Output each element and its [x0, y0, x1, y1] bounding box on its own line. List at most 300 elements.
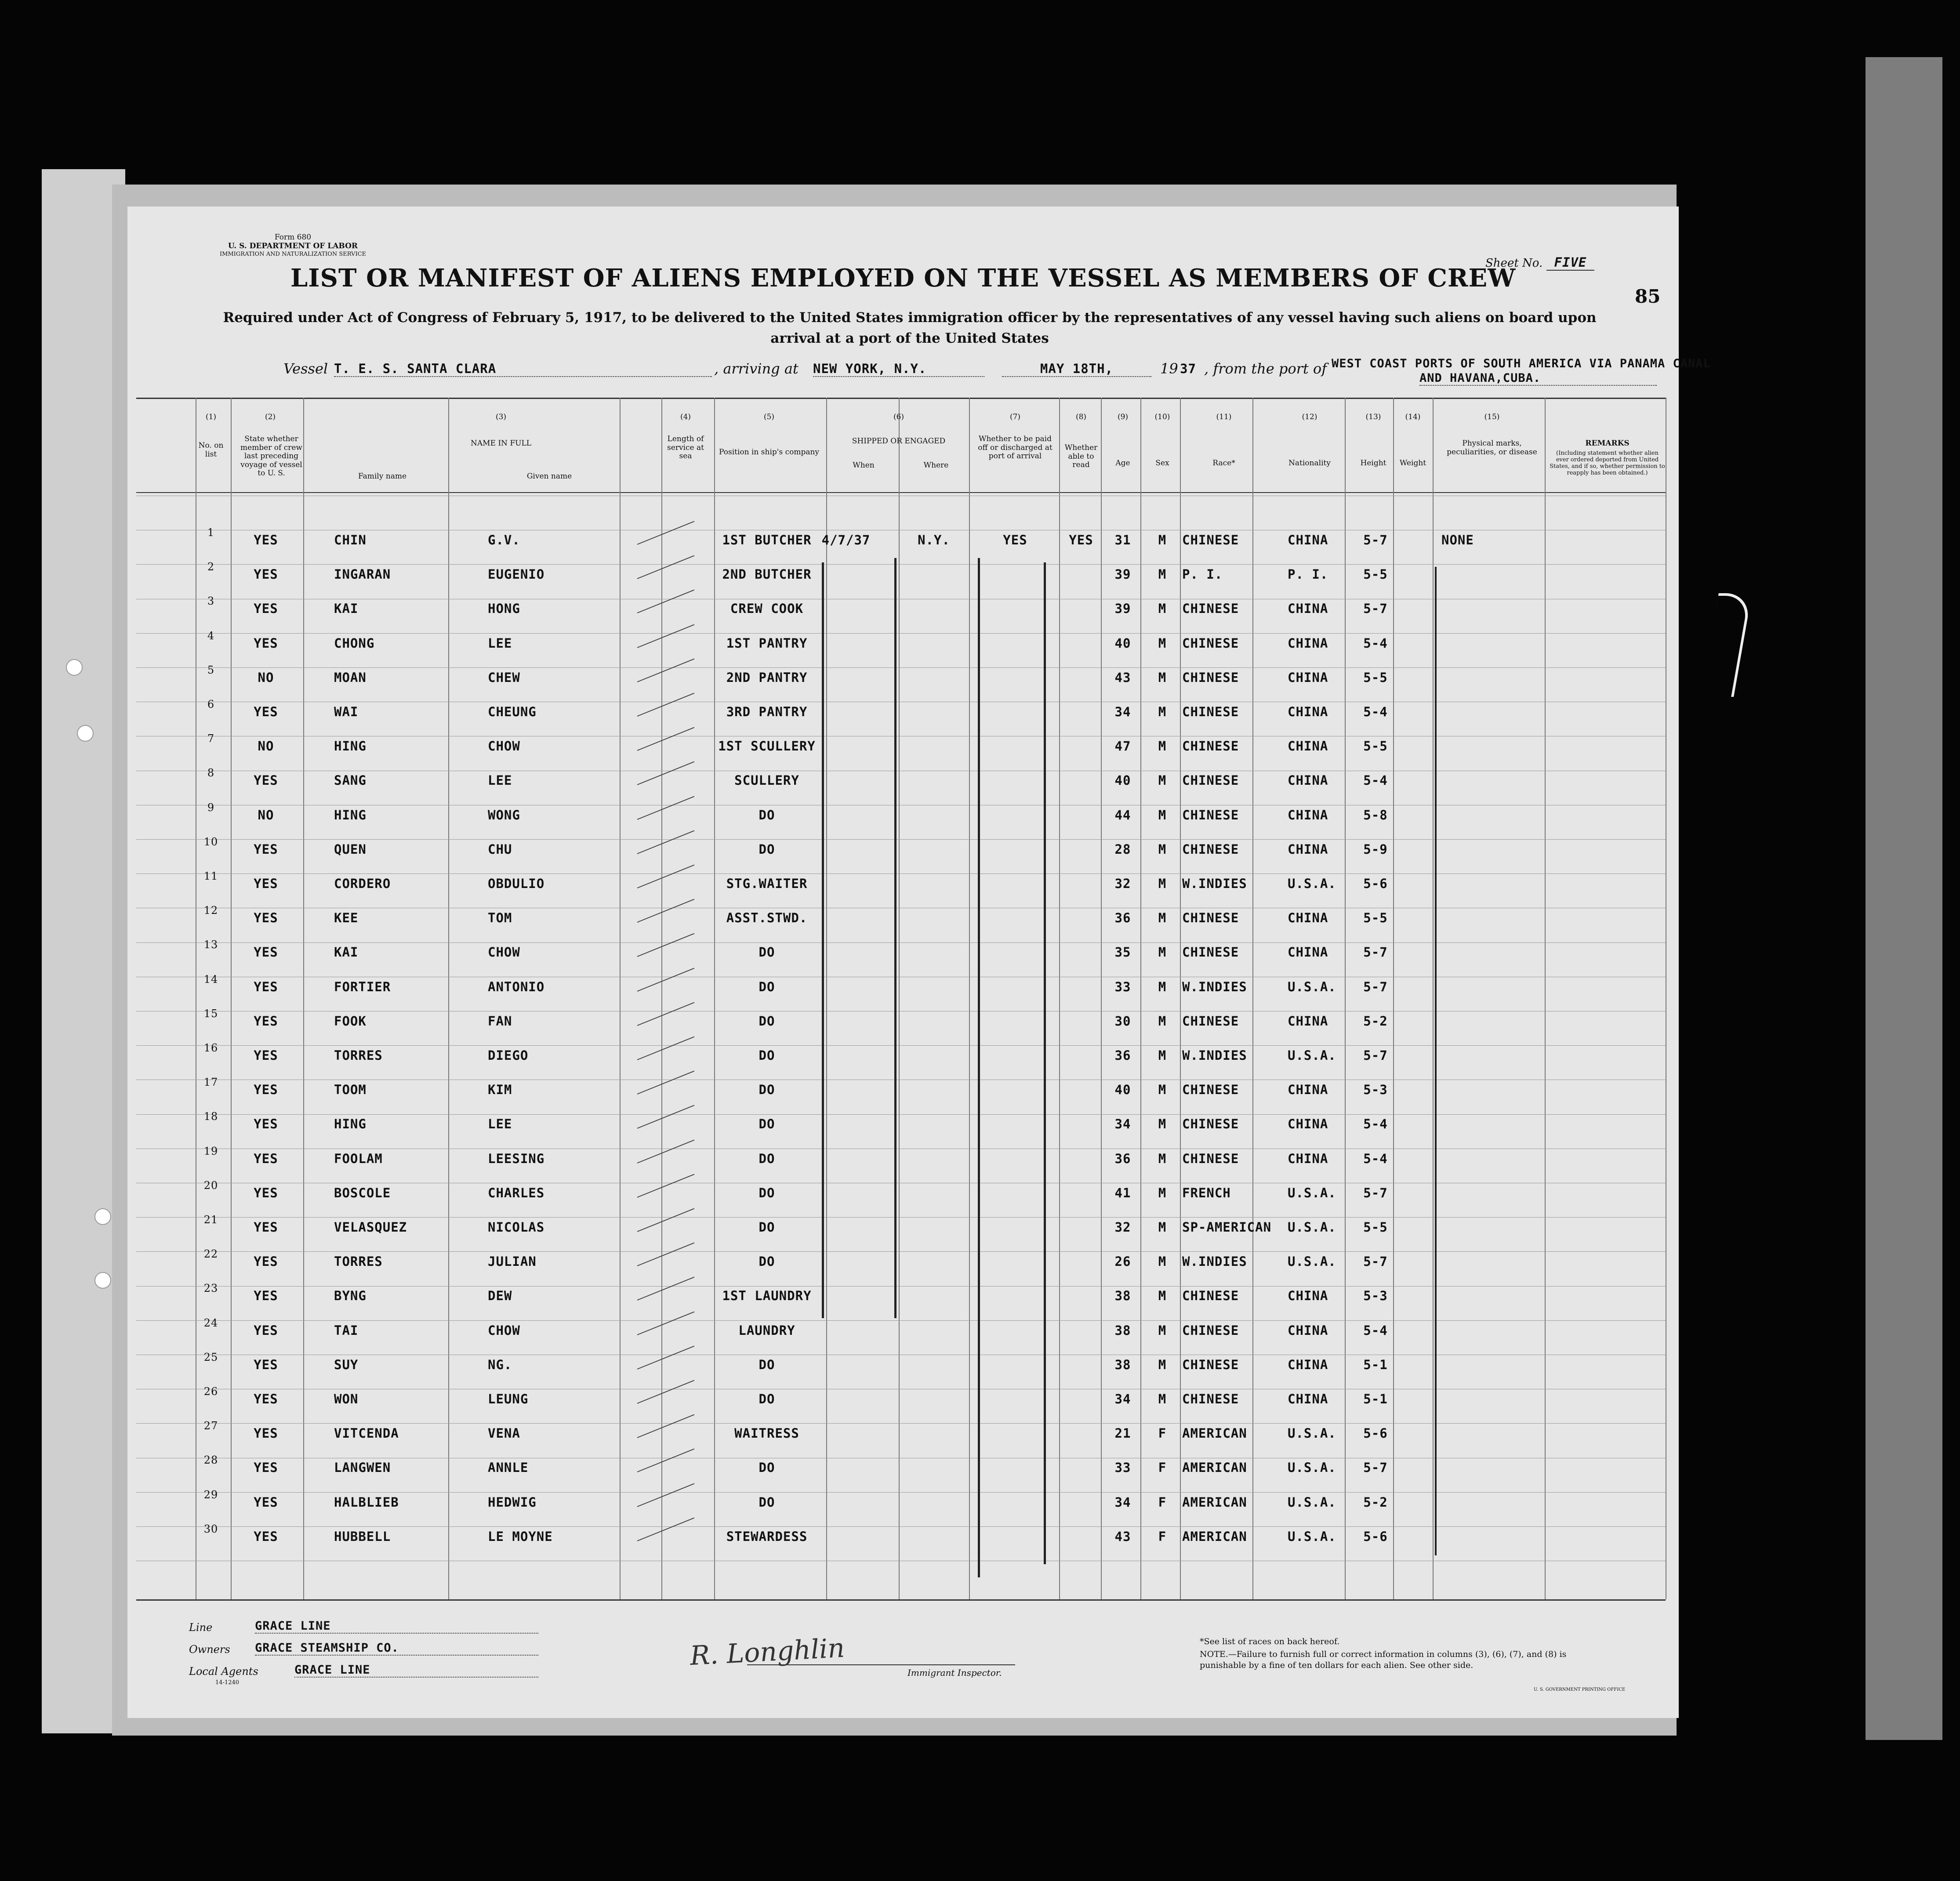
- height: 5-4: [1363, 704, 1388, 719]
- table-row: [127, 970, 1679, 1004]
- height: 5-7: [1363, 601, 1388, 616]
- col-header-no-on-list: No. on list: [198, 441, 224, 459]
- given-name: CHEW: [488, 670, 520, 685]
- age: 34: [1114, 1392, 1131, 1406]
- from-label: , from the port of: [1204, 360, 1327, 377]
- table-row: [127, 1210, 1679, 1244]
- given-name: CHEUNG: [488, 704, 537, 719]
- table-row: [127, 523, 1679, 557]
- col-header-paid-off: Whether to be paid off or discharged at port of arrival: [978, 435, 1053, 461]
- line-value: GRACE LINE: [255, 1619, 538, 1634]
- age: 30: [1114, 1013, 1131, 1029]
- height: 5-4: [1363, 1323, 1388, 1338]
- nationality: U.S.A.: [1288, 1529, 1336, 1544]
- given-name: LEE: [488, 1116, 512, 1132]
- row-number: 14: [203, 973, 218, 986]
- family-name: BYNG: [334, 1288, 367, 1304]
- service-tick-mark: [637, 1449, 695, 1472]
- given-name: LEUNG: [488, 1392, 529, 1406]
- nationality: CHINA: [1288, 739, 1328, 754]
- height: 5-4: [1363, 1116, 1388, 1132]
- table-row: [127, 832, 1679, 866]
- binder-hole: [94, 1272, 111, 1289]
- age: 43: [1114, 670, 1131, 685]
- height: 5-7: [1363, 1254, 1388, 1269]
- nationality: U.S.A.: [1288, 1185, 1336, 1200]
- table-row: [127, 935, 1679, 969]
- sex: M: [1158, 945, 1167, 960]
- height: 5-2: [1363, 1494, 1388, 1510]
- nationality: CHINA: [1288, 1013, 1328, 1029]
- position: DO: [759, 979, 775, 994]
- service-tick-mark: [637, 1517, 695, 1541]
- ditto-line-when: [822, 562, 824, 1318]
- height: 5-7: [1363, 1048, 1388, 1063]
- position: ASST.STWD.: [726, 910, 808, 926]
- given-name: NG.: [488, 1357, 512, 1372]
- col-header-previous-voyage: State whether member of crew last preceding voyage of vessel to U. S.: [240, 435, 302, 478]
- penalty-note: NOTE.—Failure to furnish full or correct information in columns (3), (6), (7), and (8) is punishable by a fine of ten dollars for each alien. See other side.: [1200, 1649, 1567, 1670]
- table-row: [127, 1038, 1679, 1073]
- service-tick-mark: [637, 1139, 695, 1163]
- height: 5-5: [1363, 910, 1388, 926]
- position: LAUNDRY: [738, 1323, 795, 1338]
- sex: M: [1158, 876, 1167, 891]
- age: 39: [1114, 601, 1131, 616]
- height: 5-6: [1363, 1529, 1388, 1544]
- inspector-signature: R. Longhlin: [689, 1632, 846, 1672]
- given-name: CHOW: [488, 1323, 520, 1338]
- previous-voyage: YES: [254, 773, 278, 788]
- nationality: U.S.A.: [1288, 876, 1336, 891]
- sheet-value: FIVE: [1546, 255, 1595, 271]
- service-tick-mark: [637, 1414, 695, 1438]
- shipped-when: 4/7/37: [821, 533, 871, 547]
- position: DO: [759, 1254, 775, 1269]
- position: WAITRESS: [734, 1426, 799, 1441]
- family-name: CHONG: [334, 635, 375, 651]
- sex: M: [1158, 1323, 1167, 1338]
- col-header-length-of-service: Length of service at sea: [667, 435, 704, 461]
- position: DO: [759, 807, 775, 823]
- row-number: 16: [203, 1042, 218, 1054]
- position: DO: [759, 1460, 775, 1475]
- year-suffix: 37: [1180, 361, 1196, 376]
- agents-label: Local Agents: [189, 1665, 258, 1678]
- row-number: 21: [203, 1214, 218, 1226]
- previous-voyage: YES: [254, 1460, 278, 1475]
- service-tick-mark: [637, 624, 695, 648]
- position: DO: [759, 1185, 775, 1200]
- race: W.INDIES: [1182, 1254, 1247, 1269]
- sex: M: [1158, 1185, 1167, 1200]
- race: CHINESE: [1182, 670, 1239, 685]
- previous-voyage: YES: [254, 1357, 278, 1372]
- sex: M: [1158, 704, 1167, 719]
- col-num-5: (5): [763, 413, 775, 421]
- family-name: SUY: [334, 1357, 359, 1372]
- manifest-sheet: [127, 207, 1711, 1718]
- table-row: [127, 1313, 1679, 1348]
- race: W.INDIES: [1182, 1048, 1247, 1063]
- family-name: TORRES: [334, 1254, 383, 1269]
- previous-voyage: YES: [254, 1323, 278, 1338]
- service-tick-mark: [637, 899, 695, 923]
- service-tick-mark: [637, 1071, 695, 1095]
- race: CHINESE: [1182, 1013, 1239, 1029]
- col-num-14: (14): [1405, 413, 1421, 421]
- ditto-line-paid-off: [978, 558, 980, 1577]
- position: 1ST PANTRY: [726, 635, 808, 651]
- table-row: [127, 1142, 1679, 1176]
- table-row: [127, 626, 1679, 660]
- race: CHINESE: [1182, 1116, 1239, 1132]
- table-row: [127, 1073, 1679, 1107]
- row-number: 1: [207, 526, 215, 539]
- row-number: 20: [203, 1179, 218, 1192]
- family-name: QUEN: [334, 841, 367, 857]
- table-row: [127, 729, 1679, 763]
- race: AMERICAN: [1182, 1460, 1247, 1475]
- race: CHINESE: [1182, 945, 1239, 960]
- previous-voyage: NO: [258, 807, 274, 823]
- sex: M: [1158, 910, 1167, 926]
- sex: M: [1158, 567, 1167, 582]
- family-name: INGARAN: [334, 567, 391, 582]
- sex: M: [1158, 841, 1167, 857]
- nationality: CHINA: [1288, 807, 1328, 823]
- previous-voyage: YES: [254, 841, 278, 857]
- age: 38: [1114, 1288, 1131, 1304]
- race: CHINESE: [1182, 910, 1239, 926]
- nationality: CHINA: [1288, 773, 1328, 788]
- sex: M: [1158, 1254, 1167, 1269]
- shipped-where: N.Y.: [918, 533, 950, 547]
- family-name: VITCENDA: [334, 1426, 399, 1441]
- race: W.INDIES: [1182, 979, 1247, 994]
- service-tick-mark: [637, 521, 695, 545]
- family-name: KAI: [334, 945, 359, 960]
- family-name: TAI: [334, 1323, 359, 1338]
- height: 5-1: [1363, 1392, 1388, 1406]
- previous-voyage: YES: [254, 1151, 278, 1166]
- position: DO: [759, 1116, 775, 1132]
- form-header-block: [220, 233, 366, 257]
- age: 39: [1114, 567, 1131, 582]
- position: STEWARDESS: [726, 1529, 808, 1544]
- position: DO: [759, 1220, 775, 1235]
- form-number: Form 680: [274, 233, 312, 242]
- previous-voyage: YES: [254, 1116, 278, 1132]
- department-name: U. S. DEPARTMENT OF LABOR: [228, 242, 358, 251]
- nationality: CHINA: [1288, 635, 1328, 651]
- row-number: 26: [203, 1385, 218, 1398]
- col-header-family-name: Family name: [358, 472, 407, 481]
- races-note: *See list of races on back hereof.: [1200, 1637, 1340, 1646]
- family-name: HUBBELL: [334, 1529, 391, 1544]
- sex: M: [1158, 1116, 1167, 1132]
- col-header-given-name: Given name: [526, 472, 572, 481]
- arrival-port: NEW YORK, N.Y.: [813, 361, 984, 377]
- nationality: CHINA: [1288, 1357, 1328, 1372]
- race: CHINESE: [1182, 807, 1239, 823]
- row-number: 30: [203, 1522, 218, 1535]
- service-tick-mark: [637, 1311, 695, 1335]
- position: 1ST LAUNDRY: [722, 1288, 812, 1304]
- table-row: [127, 1244, 1679, 1279]
- col-header-name-in-full: NAME IN FULL: [470, 439, 532, 448]
- race: SP-AMERICAN: [1182, 1220, 1272, 1235]
- position: DO: [759, 1392, 775, 1406]
- col-header-able-to-read: Whether able to read: [1064, 443, 1098, 470]
- family-name: TOOM: [334, 1082, 367, 1098]
- sex: M: [1158, 979, 1167, 994]
- row-number: 23: [203, 1282, 218, 1295]
- sex: M: [1158, 1013, 1167, 1029]
- nationality: CHINA: [1288, 1288, 1328, 1304]
- nationality: U.S.A.: [1288, 1426, 1336, 1441]
- race: CHINESE: [1182, 601, 1239, 616]
- nationality: U.S.A.: [1288, 1048, 1336, 1063]
- table-row: [127, 1107, 1679, 1141]
- nationality: U.S.A.: [1288, 1494, 1336, 1510]
- height: 5-6: [1363, 876, 1388, 891]
- race: CHINESE: [1182, 841, 1239, 857]
- age: 21: [1114, 1426, 1131, 1441]
- table-row: [127, 557, 1679, 591]
- position: DO: [759, 1494, 775, 1510]
- given-name: CHU: [488, 841, 512, 857]
- age: 40: [1114, 773, 1131, 788]
- previous-voyage: YES: [254, 533, 278, 547]
- height: 5-5: [1363, 670, 1388, 685]
- race: CHINESE: [1182, 1151, 1239, 1166]
- position: 1ST SCULLERY: [718, 739, 816, 754]
- nationality: CHINA: [1288, 841, 1328, 857]
- race: AMERICAN: [1182, 1494, 1247, 1510]
- right-binder-strip: [1866, 57, 1942, 1740]
- family-name: BOSCOLE: [334, 1185, 391, 1200]
- col-num-13: (13): [1365, 413, 1381, 421]
- previous-voyage: YES: [254, 1220, 278, 1235]
- height: 5-8: [1363, 807, 1388, 823]
- row-number: 13: [203, 939, 218, 951]
- row-number: 22: [203, 1248, 218, 1261]
- col-header-physical-marks: Physical marks, peculiarities, or disease: [1447, 439, 1537, 457]
- family-name: SANG: [334, 773, 367, 788]
- given-name: CHOW: [488, 739, 520, 754]
- family-name: FORTIER: [334, 979, 391, 994]
- service-tick-mark: [637, 590, 695, 613]
- family-name: CORDERO: [334, 876, 391, 891]
- previous-voyage: YES: [254, 945, 278, 960]
- table-row: [127, 798, 1679, 832]
- row-number: 11: [203, 870, 218, 882]
- col-header-where: Where: [923, 461, 949, 470]
- age: 33: [1114, 1460, 1131, 1475]
- row-number: 7: [207, 732, 215, 745]
- previous-voyage: NO: [258, 670, 274, 685]
- nationality: U.S.A.: [1288, 1254, 1336, 1269]
- race: AMERICAN: [1182, 1529, 1247, 1544]
- age: 38: [1114, 1357, 1131, 1372]
- family-name: TORRES: [334, 1048, 383, 1063]
- given-name: EUGENIO: [488, 567, 545, 582]
- family-name: KAI: [334, 601, 359, 616]
- race: P. I.: [1182, 567, 1223, 582]
- nationality: CHINA: [1288, 1392, 1328, 1406]
- family-name: WAI: [334, 704, 359, 719]
- given-name: DEW: [488, 1288, 512, 1304]
- table-row: [127, 660, 1679, 695]
- table-row: [127, 901, 1679, 935]
- service-tick-mark: [637, 658, 695, 682]
- nationality: CHINA: [1288, 1323, 1328, 1338]
- table-row: [127, 1176, 1679, 1210]
- sex: M: [1158, 1357, 1167, 1372]
- height: 5-1: [1363, 1357, 1388, 1372]
- service-tick-mark: [637, 1002, 695, 1026]
- col-num-4: (4): [680, 413, 691, 421]
- agents-value: GRACE LINE: [294, 1663, 538, 1678]
- height: 5-2: [1363, 1013, 1388, 1029]
- family-name: MOAN: [334, 670, 367, 685]
- previous-voyage: YES: [254, 601, 278, 616]
- service-tick-mark: [637, 693, 695, 717]
- service-tick-mark: [637, 933, 695, 957]
- line-label: Line: [189, 1621, 213, 1634]
- col-num-2: (2): [265, 413, 276, 421]
- row-number: 3: [207, 595, 215, 608]
- previous-voyage: YES: [254, 1013, 278, 1029]
- sex: M: [1158, 601, 1167, 616]
- nationality: U.S.A.: [1288, 979, 1336, 994]
- service-tick-mark: [637, 761, 695, 785]
- sex: M: [1158, 1082, 1167, 1098]
- ditto-line-where: [894, 558, 897, 1318]
- given-name: NICOLAS: [488, 1220, 545, 1235]
- origin-port-line-1: WEST COAST PORTS OF SOUTH AMERICA VIA PANAMA CANAL: [1332, 357, 1711, 370]
- previous-voyage: NO: [258, 739, 274, 754]
- table-bottom-rule: [136, 1599, 1666, 1601]
- col-num-6: (6): [893, 413, 904, 421]
- service-tick-mark: [637, 1243, 695, 1266]
- position: 1ST BUTCHER: [722, 533, 812, 547]
- row-number: 28: [203, 1454, 218, 1467]
- year-prefix: 19: [1160, 360, 1178, 377]
- sheet-label: Sheet No.: [1485, 257, 1543, 270]
- height: 5-4: [1363, 773, 1388, 788]
- height: 5-4: [1363, 635, 1388, 651]
- col-header-weight: Weight: [1399, 459, 1426, 468]
- given-name: WONG: [488, 807, 520, 823]
- service-tick-mark: [637, 1345, 695, 1369]
- service-tick-mark: [637, 1483, 695, 1507]
- age: 44: [1114, 807, 1131, 823]
- previous-voyage: YES: [254, 1048, 278, 1063]
- height: 5-5: [1363, 567, 1388, 582]
- sex: M: [1158, 1288, 1167, 1304]
- position: DO: [759, 1048, 775, 1063]
- given-name: KIM: [488, 1082, 512, 1098]
- sex: F: [1158, 1494, 1167, 1510]
- race: CHINESE: [1182, 1323, 1239, 1338]
- age: 33: [1114, 979, 1131, 994]
- family-name: VELASQUEZ: [334, 1220, 407, 1235]
- previous-voyage: YES: [254, 1494, 278, 1510]
- nationality: CHINA: [1288, 1151, 1328, 1166]
- age: 41: [1114, 1185, 1131, 1200]
- position: DO: [759, 1151, 775, 1166]
- able-to-read: YES: [1069, 533, 1093, 547]
- given-name: LEESING: [488, 1151, 545, 1166]
- previous-voyage: YES: [254, 1426, 278, 1441]
- position: STG.WAITER: [726, 876, 808, 891]
- service-tick-mark: [637, 796, 695, 819]
- family-name: KEE: [334, 910, 359, 926]
- col-num-9: (9): [1117, 413, 1129, 421]
- race: W.INDIES: [1182, 876, 1247, 891]
- previous-voyage: YES: [254, 1529, 278, 1544]
- position: DO: [759, 1082, 775, 1098]
- inspector-label: Immigrant Inspector.: [907, 1667, 1002, 1678]
- sex: F: [1158, 1529, 1167, 1544]
- given-name: LE MOYNE: [488, 1529, 553, 1544]
- binder-hole: [77, 725, 94, 742]
- nationality: CHINA: [1288, 670, 1328, 685]
- sex: F: [1158, 1426, 1167, 1441]
- table-row: [127, 763, 1679, 797]
- col-num-7: (7): [1009, 413, 1021, 421]
- row-number: 27: [203, 1420, 218, 1432]
- given-name: ANNLE: [488, 1460, 529, 1475]
- col-header-remarks: REMARKS: [1585, 439, 1630, 448]
- service-tick-mark: [637, 1174, 695, 1197]
- height: 5-7: [1363, 945, 1388, 960]
- arriving-label: , arriving at: [714, 360, 799, 377]
- given-name: TOM: [488, 910, 512, 926]
- age: 34: [1114, 1494, 1131, 1510]
- nationality: CHINA: [1288, 601, 1328, 616]
- height: 5-5: [1363, 739, 1388, 754]
- page-title: LIST OR MANIFEST OF ALIENS EMPLOYED ON THE VESSEL AS MEMBERS OF CREW: [290, 264, 1516, 293]
- height: 5-7: [1363, 979, 1388, 994]
- previous-voyage: YES: [254, 1185, 278, 1200]
- service-tick-mark: [637, 1380, 695, 1404]
- age: 36: [1114, 1151, 1131, 1166]
- nationality: CHINA: [1288, 1082, 1328, 1098]
- table-row: [127, 1416, 1679, 1450]
- age: 34: [1114, 1116, 1131, 1132]
- vessel-label: Vessel: [283, 360, 328, 377]
- service-tick-mark: [637, 1277, 695, 1301]
- given-name: LEE: [488, 635, 512, 651]
- family-name: HALBLIEB: [334, 1494, 399, 1510]
- table-row: [127, 591, 1679, 626]
- position: DO: [759, 1357, 775, 1372]
- height: 5-5: [1363, 1220, 1388, 1235]
- race: CHINESE: [1182, 1357, 1239, 1372]
- given-name: G.V.: [488, 533, 520, 547]
- position: 2ND PANTRY: [726, 670, 808, 685]
- sex: M: [1158, 533, 1167, 547]
- race: CHINESE: [1182, 635, 1239, 651]
- col-header-sex: Sex: [1155, 459, 1169, 468]
- row-number: 4: [207, 629, 215, 642]
- family-name: HING: [334, 1116, 367, 1132]
- table-row: [127, 1382, 1679, 1416]
- given-name: HEDWIG: [488, 1494, 537, 1510]
